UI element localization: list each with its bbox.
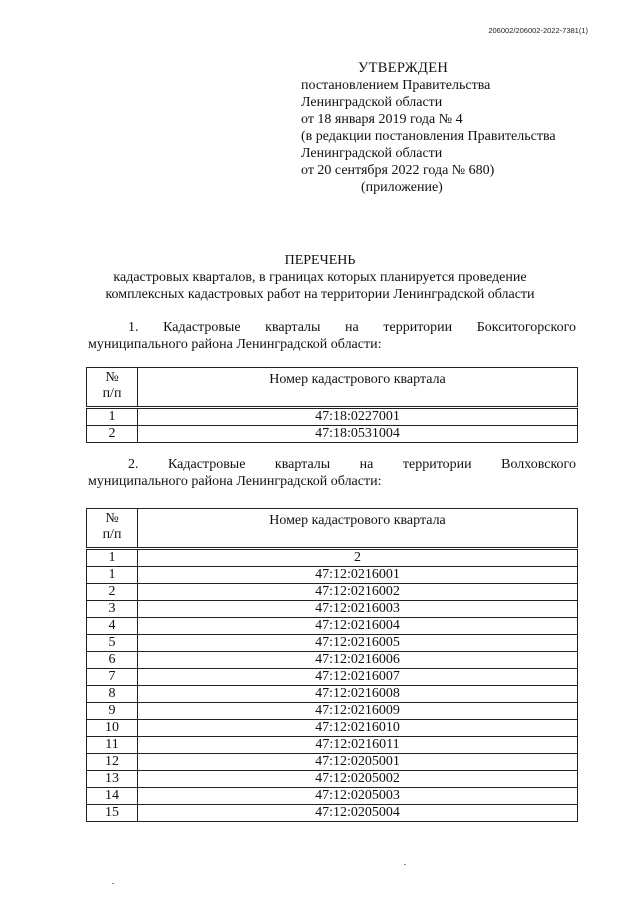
table-row: 7 47:12:0216007 bbox=[87, 669, 578, 686]
table-row: 2 47:18:0531004 bbox=[87, 426, 578, 443]
document-id: 206002/206002-2022-7381(1) bbox=[488, 26, 588, 35]
section-2-intro bbox=[88, 456, 576, 490]
approval-line: Ленинградской области bbox=[301, 95, 443, 110]
heading-title: ПЕРЕЧЕНЬ bbox=[284, 253, 356, 268]
table-row: 11 47:12:0216011 bbox=[87, 737, 578, 754]
table-row: 4 47:12:0216004 bbox=[87, 618, 578, 635]
section-1-word: Кадастровые bbox=[163, 320, 241, 335]
approval-line: от 20 сентября 2022 года № 680) bbox=[301, 163, 495, 178]
table-row: 15 47:12:0205004 bbox=[87, 805, 578, 822]
col-num-header: № п/п bbox=[87, 509, 138, 549]
table-row: 9 47:12:0216009 bbox=[87, 703, 578, 720]
approval-block bbox=[301, 60, 601, 196]
table-row: 3 47:12:0216003 bbox=[87, 601, 578, 618]
section-1-word: на bbox=[345, 320, 359, 335]
table-row: 1 47:12:0216001 bbox=[87, 567, 578, 584]
heading-line: кадастровых кварталов, в границах которых планируется проведение bbox=[113, 270, 527, 285]
table-row: 8 47:12:0216008 bbox=[87, 686, 578, 703]
table-row: 10 47:12:0216010 bbox=[87, 720, 578, 737]
section-1-line2: муниципального района Ленинградской области: bbox=[88, 337, 382, 352]
table-row: 12 47:12:0205001 bbox=[87, 754, 578, 771]
section-2-word: Волховского bbox=[501, 457, 576, 472]
section-1-word: Бокситогорского bbox=[476, 320, 576, 335]
section-1-intro bbox=[88, 319, 576, 353]
approval-line: (в редакции постановления Правительства bbox=[301, 129, 556, 144]
col-name-header: Номер кадастрового квартала bbox=[138, 368, 578, 408]
table-row: 14 47:12:0205003 bbox=[87, 788, 578, 805]
section-2-line2: муниципального района Ленинградской области: bbox=[88, 474, 382, 489]
section-1-word: 1. bbox=[128, 320, 139, 335]
table-row: 2 47:12:0216002 bbox=[87, 584, 578, 601]
approval-line: постановлением Правительства bbox=[301, 78, 491, 93]
table-index-row: 1 2 bbox=[87, 549, 578, 567]
scan-speck bbox=[112, 883, 114, 884]
table-row: 1 47:18:0227001 bbox=[87, 408, 578, 426]
table-row: 5 47:12:0216005 bbox=[87, 635, 578, 652]
approval-line: от 18 января 2019 года № 4 bbox=[301, 112, 463, 127]
approval-line: (приложение) bbox=[361, 180, 443, 195]
approval-line: Ленинградской области bbox=[301, 146, 443, 161]
section-2-word: на bbox=[359, 457, 374, 472]
section-2-table bbox=[86, 508, 578, 822]
table-row: 6 47:12:0216006 bbox=[87, 652, 578, 669]
approval-title: УТВЕРЖДЕН bbox=[358, 60, 449, 76]
table-row: 13 47:12:0205002 bbox=[87, 771, 578, 788]
scan-speck bbox=[404, 864, 406, 865]
section-1-table bbox=[86, 367, 578, 443]
document-heading bbox=[0, 252, 640, 303]
section-2-word: территории bbox=[402, 457, 472, 472]
section-2-word: кварталы bbox=[274, 457, 331, 472]
col-num-header: № п/п bbox=[87, 368, 138, 408]
section-1-word: кварталы bbox=[265, 320, 321, 335]
section-2-word: Кадастровые bbox=[167, 457, 246, 472]
col-name-header: Номер кадастрового квартала bbox=[138, 509, 578, 549]
section-2-word: 2. bbox=[128, 457, 139, 472]
section-1-word: территории bbox=[383, 320, 453, 335]
heading-line: комплексных кадастровых работ на территории Ленинградской области bbox=[105, 287, 535, 302]
